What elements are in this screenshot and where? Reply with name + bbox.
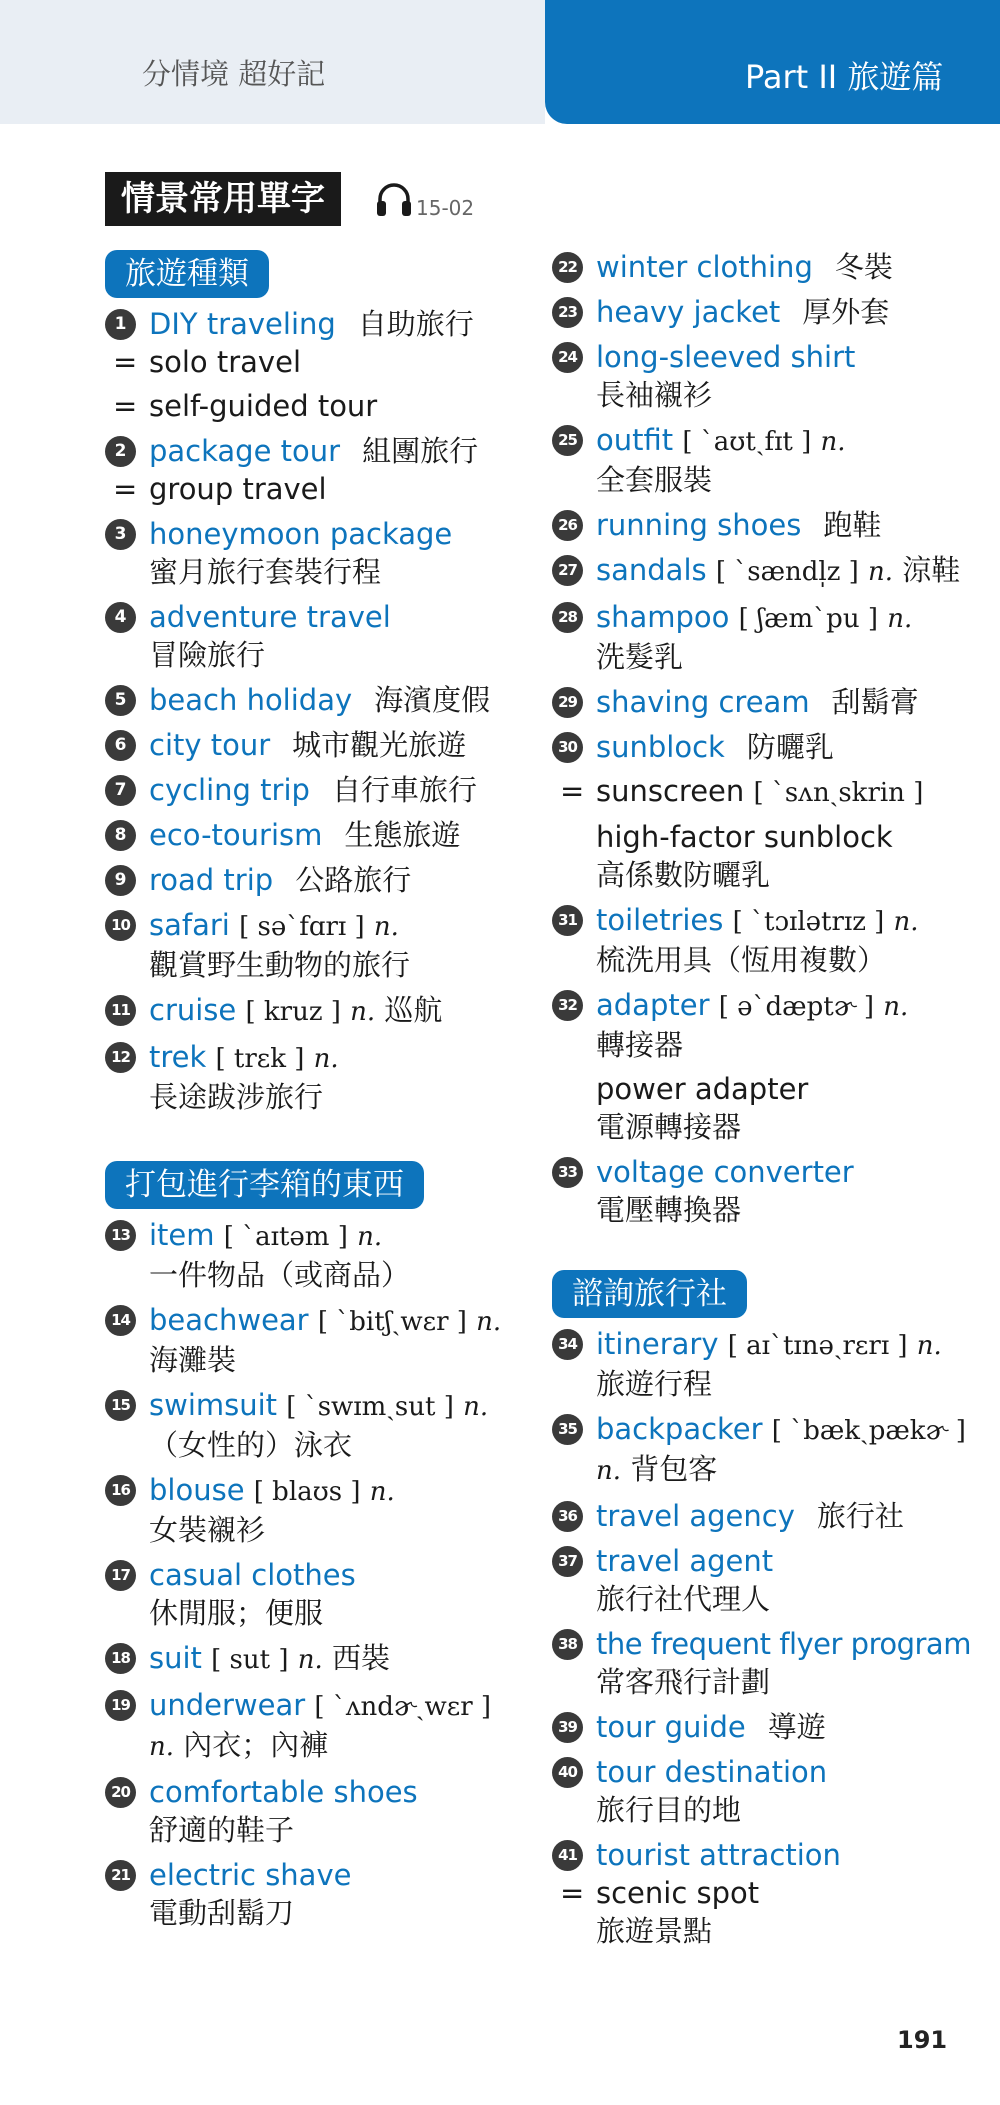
category-agency: 諮詢旅行社 <box>552 1270 747 1318</box>
entry-number: 7 <box>105 775 136 806</box>
vocab-entry <box>552 1836 982 1950</box>
entry-number: 14 <box>105 1305 136 1336</box>
vocab-entry <box>552 1410 982 1490</box>
english-term: DIY traveling <box>149 307 336 341</box>
entry-number: 31 <box>552 905 583 936</box>
audio-track-number: 15-02 <box>416 196 475 220</box>
english-term: eco-tourism <box>149 818 323 852</box>
book-title: 分情境 超好記 <box>142 57 326 91</box>
vocab-entry <box>105 305 535 425</box>
phonetic: [ əˋdæptɚ ] <box>718 992 875 1022</box>
part-of-speech: n. <box>893 907 919 937</box>
english-term: shaving cream <box>596 685 810 719</box>
phonetic: [ sut ] <box>211 1645 289 1675</box>
part-of-speech: n. <box>350 997 376 1027</box>
entry-number: 18 <box>105 1643 136 1674</box>
vocab-entry <box>105 1471 535 1549</box>
entry-number: 6 <box>105 730 136 761</box>
vocab-entry <box>105 515 535 591</box>
english-term: travel agent <box>596 1544 774 1578</box>
section-title: 情景常用單字 <box>105 172 341 226</box>
entry-number: 36 <box>552 1501 583 1532</box>
entry-number: 2 <box>105 436 136 467</box>
entry-number: 38 <box>552 1629 583 1660</box>
chinese-meaning: 公路旅行 <box>295 863 412 897</box>
chinese-meaning: 防曬乳 <box>746 730 834 764</box>
phonetic: [ trɛk ] <box>215 1044 305 1074</box>
vocab-entry <box>552 1325 982 1403</box>
chinese-meaning: 厚外套 <box>802 295 890 329</box>
chinese-meaning: 生態旅遊 <box>344 818 461 852</box>
english-term: winter clothing <box>596 250 813 284</box>
vocab-entry <box>105 432 535 508</box>
english-term: beach holiday <box>149 683 353 717</box>
english-term: package tour <box>149 434 341 468</box>
phonetic: [ blaʊs ] <box>253 1477 361 1507</box>
english-term: safari <box>149 908 230 942</box>
vocab-entry <box>552 1153 982 1229</box>
part-of-speech: n. <box>868 557 894 587</box>
vocab-entry <box>552 248 982 286</box>
chinese-meaning: 巡航 <box>384 993 443 1027</box>
chinese-meaning: 旅遊行程 <box>596 1367 713 1401</box>
vocab-entry <box>552 551 982 591</box>
category-travel-types: 旅遊種類 <box>105 250 269 298</box>
equals-sign: = <box>113 389 138 423</box>
chinese-meaning: 觀賞野生動物的旅行 <box>149 948 411 982</box>
phonetic: [ ˋtɔɪlətrɪz ] <box>732 907 885 937</box>
english-term: suit <box>149 1641 202 1675</box>
vocab-entry <box>105 1686 535 1766</box>
vocab-entry <box>552 1708 982 1746</box>
english-term: comfortable shoes <box>149 1775 418 1809</box>
english-term: itinerary <box>596 1327 719 1361</box>
chinese-meaning: 海灘裝 <box>149 1343 237 1377</box>
entry-number: 34 <box>552 1329 583 1360</box>
synonym: solo travel <box>149 345 301 379</box>
entry-number: 25 <box>552 425 583 456</box>
vocab-entry <box>105 861 535 899</box>
equals-sign: = <box>113 345 138 379</box>
page-number: 191 <box>897 2026 948 2054</box>
chinese-meaning: 海濱度假 <box>374 683 491 717</box>
part-of-speech: n. <box>373 912 399 942</box>
chinese-meaning: 高係數防曬乳 <box>596 858 771 892</box>
part-of-speech: n. <box>357 1222 383 1252</box>
english-term: shampoo <box>596 600 730 634</box>
entry-number: 19 <box>105 1690 136 1721</box>
chinese-meaning: 涼鞋 <box>902 553 961 587</box>
entry-number: 11 <box>105 995 136 1026</box>
english-term: trek <box>149 1040 207 1074</box>
part-of-speech: n. <box>596 1456 622 1486</box>
english-term: adventure travel <box>149 600 391 634</box>
phonetic: [ ʃæmˋpu ] <box>738 604 878 634</box>
chinese-meaning: 梳洗用具（恆用複數） <box>596 943 887 977</box>
english-term: adapter <box>596 988 710 1022</box>
vocab-entry <box>105 816 535 854</box>
entry-number: 16 <box>105 1475 136 1506</box>
vocab-entry <box>552 293 982 331</box>
english-term: electric shave <box>149 1858 352 1892</box>
phonetic: [ ˋʌndɚˏwɛr ] <box>314 1692 492 1722</box>
phonetic: [ kruz ] <box>245 997 341 1027</box>
entry-number: 15 <box>105 1390 136 1421</box>
chinese-meaning: 跑鞋 <box>823 508 882 542</box>
english-term: the frequent flyer program <box>596 1627 971 1661</box>
entry-number: 40 <box>552 1757 583 1788</box>
vocab-entry <box>552 986 982 1146</box>
chinese-meaning: 長途跋涉旅行 <box>149 1080 324 1114</box>
headphones-icon[interactable] <box>375 182 413 218</box>
vocab-entry <box>105 771 535 809</box>
entry-number: 4 <box>105 602 136 633</box>
category-packing: 打包進行李箱的東西 <box>105 1161 424 1209</box>
chinese-meaning: 自助旅行 <box>357 307 474 341</box>
vocab-entry <box>105 1301 535 1379</box>
vocab-entry <box>105 991 535 1031</box>
chinese-meaning: 自行車旅行 <box>331 773 477 807</box>
phonetic: [ səˋfɑrɪ ] <box>239 912 365 942</box>
chinese-meaning: 旅行社代理人 <box>596 1582 771 1616</box>
entry-number: 1 <box>105 309 136 340</box>
english-term: honeymoon package <box>149 517 453 551</box>
synonym: scenic spot <box>596 1876 760 1910</box>
entry-number: 30 <box>552 732 583 763</box>
phonetic: [ ˋbitʃˏwɛr ] <box>317 1307 467 1337</box>
english-term: casual clothes <box>149 1558 356 1592</box>
chinese-meaning: 內衣；內褲 <box>183 1728 329 1762</box>
phonetic: [ ˋsændl̩z ] <box>715 557 859 587</box>
chinese-meaning: 城市觀光旅遊 <box>292 728 467 762</box>
english-term: long-sleeved shirt <box>596 340 856 374</box>
entry-number: 23 <box>552 297 583 328</box>
vocab-entry <box>105 1386 535 1464</box>
chinese-meaning: 電壓轉換器 <box>596 1193 742 1227</box>
entry-number: 3 <box>105 519 136 550</box>
part-of-speech: n. <box>820 427 846 457</box>
synonym: group travel <box>149 472 327 506</box>
entry-number: 20 <box>105 1777 136 1808</box>
entry-number: 35 <box>552 1414 583 1445</box>
entry-number: 10 <box>105 910 136 941</box>
english-term: backpacker <box>596 1412 763 1446</box>
vocab-entry <box>552 598 982 676</box>
english-term: toiletries <box>596 903 724 937</box>
part-of-speech: n. <box>916 1331 942 1361</box>
entry-number: 9 <box>105 865 136 896</box>
english-term: sunblock <box>596 730 725 764</box>
vocab-entry <box>105 1216 535 1294</box>
related-term: power adapter <box>596 1072 809 1106</box>
phonetic: [ ˋswɪmˏsut ] <box>286 1392 454 1422</box>
english-term: outfit <box>596 423 674 457</box>
chinese-meaning: 常客飛行計劃 <box>596 1665 771 1699</box>
part-title: Part II 旅遊篇 <box>745 58 944 96</box>
entry-number: 39 <box>552 1712 583 1743</box>
english-term: heavy jacket <box>596 295 781 329</box>
english-term: underwear <box>149 1688 306 1722</box>
chinese-meaning: 洗髮乳 <box>596 640 684 674</box>
english-term: road trip <box>149 863 274 897</box>
phonetic: [ ˋaʊtˏfɪt ] <box>682 427 812 457</box>
chinese-meaning: 電源轉接器 <box>596 1110 742 1144</box>
synonym: sunscreen <box>596 774 745 808</box>
chinese-meaning: 背包客 <box>630 1452 718 1486</box>
left-column <box>105 250 535 1939</box>
english-term: city tour <box>149 728 271 762</box>
vocab-entry <box>552 506 982 544</box>
english-term: tour destination <box>596 1755 828 1789</box>
english-term: sandals <box>596 553 707 587</box>
chinese-meaning: 旅行目的地 <box>596 1793 742 1827</box>
vocab-entry <box>105 726 535 764</box>
part-of-speech: n. <box>369 1477 395 1507</box>
english-term: item <box>149 1218 215 1252</box>
entry-number: 17 <box>105 1560 136 1591</box>
vocab-entry <box>552 1753 982 1829</box>
related-term: high-factor sunblock <box>596 820 893 854</box>
right-column <box>552 248 982 1957</box>
equals-sign: = <box>560 1876 585 1910</box>
phonetic: [ ˋbækˏpækɚ ] <box>771 1416 966 1446</box>
vocab-entry <box>105 906 535 984</box>
chinese-meaning: 導遊 <box>767 1710 826 1744</box>
english-term: voltage converter <box>596 1155 854 1189</box>
vocab-entry <box>552 421 982 499</box>
entry-number: 33 <box>552 1157 583 1188</box>
chinese-meaning: 電動刮鬍刀 <box>149 1896 295 1930</box>
chinese-meaning: 休閒服；便服 <box>149 1596 324 1630</box>
vocab-entry <box>105 1556 535 1632</box>
entry-number: 28 <box>552 602 583 633</box>
entry-number: 13 <box>105 1220 136 1251</box>
chinese-meaning: 組團旅行 <box>362 434 479 468</box>
chinese-meaning: 冒險旅行 <box>149 638 266 672</box>
chinese-meaning: 女裝襯衫 <box>149 1513 266 1547</box>
part-of-speech: n. <box>313 1044 339 1074</box>
english-term: tourist attraction <box>596 1838 841 1872</box>
vocab-entry <box>105 598 535 674</box>
vocab-entry <box>552 728 982 894</box>
entry-number: 32 <box>552 990 583 1021</box>
vocab-entry <box>105 1773 535 1849</box>
entry-number: 27 <box>552 555 583 586</box>
chinese-meaning: 全套服裝 <box>596 463 713 497</box>
english-term: cruise <box>149 993 237 1027</box>
chinese-meaning: 長袖襯衫 <box>596 378 713 412</box>
entry-number: 5 <box>105 685 136 716</box>
vocab-entry <box>552 1625 982 1701</box>
chinese-meaning: 旅遊景點 <box>596 1914 713 1948</box>
entry-number: 26 <box>552 510 583 541</box>
chinese-meaning: 蜜月旅行套裝行程 <box>149 555 382 589</box>
part-of-speech: n. <box>887 604 913 634</box>
entry-number: 29 <box>552 687 583 718</box>
phonetic: [ ˋaɪtəm ] <box>223 1222 348 1252</box>
part-of-speech: n. <box>883 992 909 1022</box>
chinese-meaning: 旅行社 <box>816 1499 904 1533</box>
chinese-meaning: 舒適的鞋子 <box>149 1813 295 1847</box>
header-left-bar <box>0 0 545 124</box>
entry-number: 24 <box>552 342 583 373</box>
synonym: self-guided tour <box>149 389 378 423</box>
part-of-speech: n. <box>463 1392 489 1422</box>
english-term: blouse <box>149 1473 245 1507</box>
vocab-entry <box>105 1639 535 1679</box>
entry-number: 21 <box>105 1860 136 1891</box>
phonetic: [ ˋsʌnˏskrin ] <box>753 778 924 808</box>
english-term: cycling trip <box>149 773 310 807</box>
vocab-entry <box>552 1497 982 1535</box>
english-term: beachwear <box>149 1303 309 1337</box>
entry-number: 12 <box>105 1042 136 1073</box>
equals-sign: = <box>113 472 138 506</box>
chinese-meaning: 一件物品（或商品） <box>149 1258 411 1292</box>
vocab-entry <box>552 683 982 721</box>
english-term: swimsuit <box>149 1388 278 1422</box>
english-term: tour guide <box>596 1710 746 1744</box>
chinese-meaning: 刮鬍膏 <box>831 685 919 719</box>
vocab-entry <box>552 338 982 414</box>
vocab-entry <box>552 1542 982 1618</box>
entry-number: 37 <box>552 1546 583 1577</box>
chinese-meaning: 冬裝 <box>834 250 893 284</box>
part-of-speech: n. <box>476 1307 502 1337</box>
english-term: travel agency <box>596 1499 795 1533</box>
part-of-speech: n. <box>297 1645 323 1675</box>
part-of-speech: n. <box>149 1732 175 1762</box>
entry-number: 41 <box>552 1840 583 1871</box>
vocab-entry <box>105 1038 535 1116</box>
header-right-bar <box>545 0 1000 124</box>
phonetic: [ aɪˋtɪnəˏrɛrɪ ] <box>727 1331 908 1361</box>
entry-number: 22 <box>552 252 583 283</box>
vocab-entry <box>105 681 535 719</box>
vocab-entry <box>552 901 982 979</box>
chinese-meaning: （女性的）泳衣 <box>149 1428 353 1462</box>
chinese-meaning: 轉接器 <box>596 1028 684 1062</box>
english-term: running shoes <box>596 508 802 542</box>
chinese-meaning: 西裝 <box>331 1641 390 1675</box>
entry-number: 8 <box>105 820 136 851</box>
vocab-entry <box>105 1856 535 1932</box>
equals-sign: = <box>560 774 585 808</box>
